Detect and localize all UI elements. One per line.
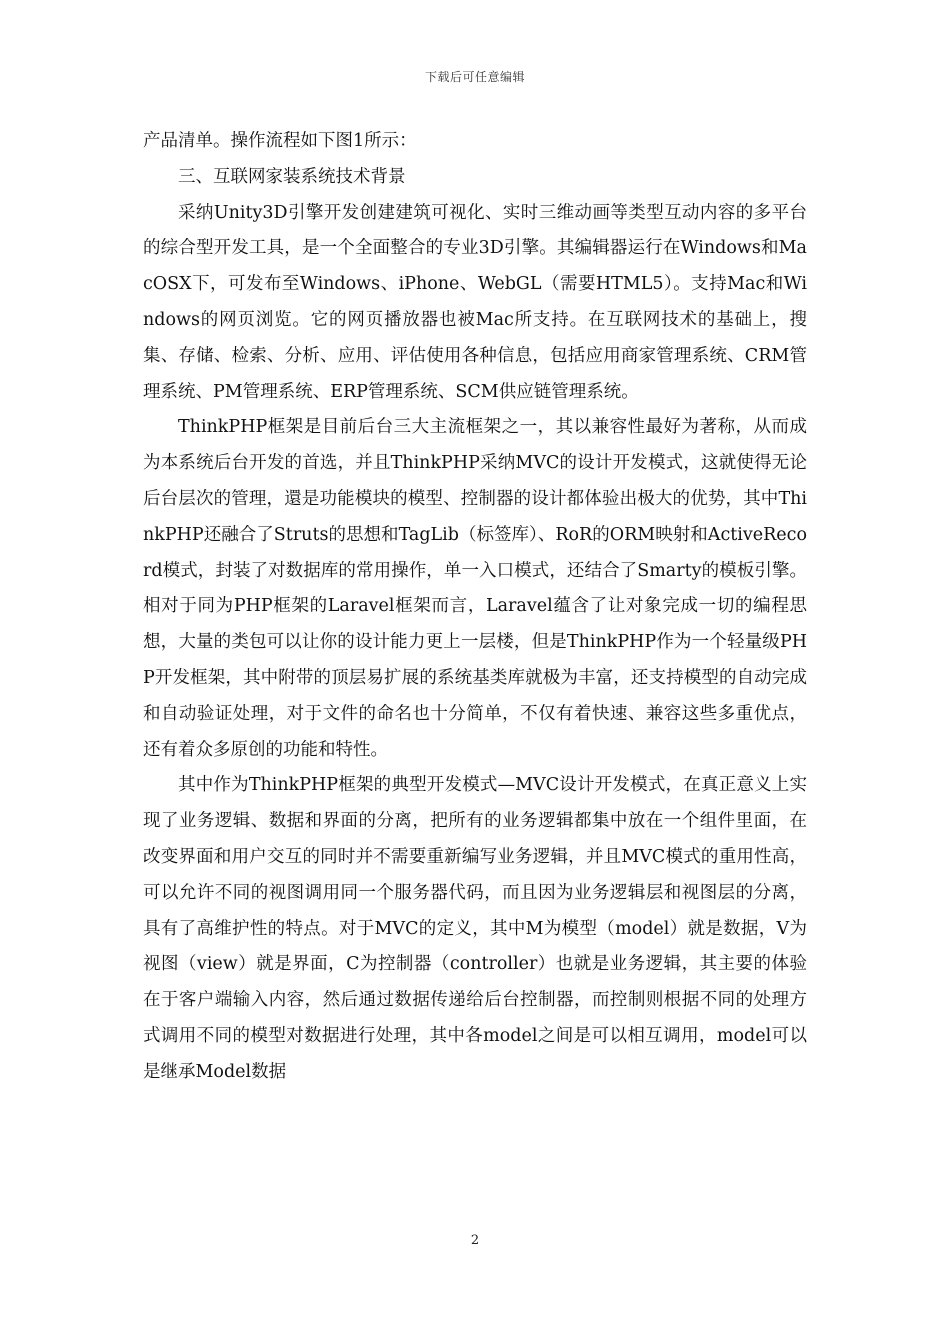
page-header: 下载后可任意编辑 [424, 70, 525, 84]
section-heading: 三、互联网家装系统技术背景 [178, 166, 406, 187]
body-text [143, 124, 807, 1091]
paragraph-product-list: 产品清单。操作流程如下图1所示： [143, 131, 417, 151]
paragraph-thinkphp: ThinkPHP框架是目前后台三大主流框架之一，其以兼容性最好为著称，从而成为本系统后台开发的首选，并且ThinkPHP采纳MVC的设计开发模式，这就使得无论后台层次的管理，還是功能模块的模型、控制器的设计都体验出极大的优势，其中ThinkPHP还融合了Struts的思想和TagLib（标签库）、RoR的ORM映射和ActiveRecord模式，封装了对数据库的常用操作，单一入口模式，还结合了Smarty的模板引擎。相对于同为PHP框架的Laravel框架而言，Laravel蕴含了让对象完成一切的编程思想，大量的类包可以让你的设计能力更上一层楼，但是ThinkPHP作为一个轻量级PHP开发框架，其中附带的顶层易扩展的系统基类库就极为丰富，还支持模型的自动完成和自动验证处理，对于文件的命名也十分简单，不仅有着快速、兼容这些多重优点，还有着众多原创的功能和特性。 [143, 417, 807, 760]
paragraph-unity3d: 采纳Unity3D引擎开发创建建筑可视化、实时三维动画等类型互动内容的多平台的综合型开发工具，是一个全面整合的专业3D引擎。其编辑器运行在Windows和MacOSX下，可发布至Windows、iPhone、WebGL（需要HTML5）。支持Mac和Windows的网页浏览。它的网页播放器也被Mac所支持。在互联网技术的基础上，搜集、存储、检索、分析、应用、评估使用各种信息，包括应用商家管理系统、CRM管理系统、PM管理系统、ERP管理系统、SCM供应链管理系统。 [143, 202, 807, 402]
page-number: 2 [470, 1233, 480, 1248]
paragraph-mvc: 其中作为ThinkPHP框架的典型开发模式—MVC设计开发模式，在真正意义上实现了业务逻辑、数据和界面的分离，把所有的业务逻辑都集中放在一个组件里面，在改变界面和用户交互的同时并不需要重新编写业务逻辑，并且MVC模式的重用性高，可以允许不同的视图调用同一个服务器代码，而且因为业务逻辑层和视图层的分离，具有了高维护性的特点。对于MVC的定义，其中M为模型（model）就是数据，V为视图（view）就是界面，C为控制器（controller）也就是业务逻辑，其主要的体验在于客户端输入内容，然后通过数据传递给后台控制器，而控制则根据不同的处理方式调用不同的模型对数据进行处理，其中各model之间是可以相互调用，model可以是继承Model数据 [143, 775, 807, 1082]
